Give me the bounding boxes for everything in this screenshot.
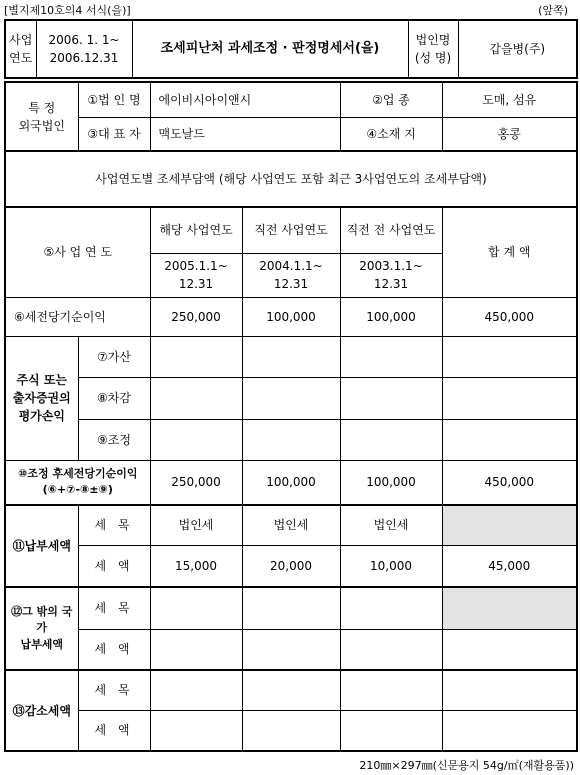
pretax-income-current: 250,000	[150, 297, 242, 336]
valuation-section-label: 주식 또는 출자증권의 평가손익	[5, 336, 78, 460]
form-number-label: [별지제10호의4 서식(을)]	[4, 4, 131, 17]
paid-tax-amount-label: 세 액	[78, 545, 150, 587]
adjust-previous	[242, 419, 340, 460]
add-label: ⑦가산	[78, 336, 150, 377]
paid-tax-item-before-previous: 법인세	[340, 505, 442, 545]
foreign-tax-amount-total	[442, 629, 577, 670]
foreign-tax-item-total	[442, 587, 577, 629]
foreign-tax-label: ⑫그 밖의 국가 납부세액	[5, 587, 78, 670]
col-previous-year: 직전 사업연도	[242, 207, 340, 253]
fiscal-year-row-label: ⑤사 업 연 도	[5, 207, 150, 297]
business-type-label: ②업 종	[340, 82, 442, 117]
foreign-tax-amount-label: 세 액	[78, 629, 150, 670]
paid-tax-item-previous: 법인세	[242, 505, 340, 545]
period-previous: 2004.1.1~ 12.31	[242, 253, 340, 297]
representative-label: ③대 표 자	[78, 117, 150, 151]
paper-spec-footer: 210㎜×297㎜(신문용지 54g/㎡(재활용품))	[359, 759, 574, 772]
deduct-total	[442, 377, 577, 419]
tax-burden-heading: 사업연도별 조세부담액 (해당 사업연도 포함 최근 3사업연도의 조세부담액)	[5, 151, 577, 207]
page-side-label: (앞쪽)	[538, 4, 568, 17]
reduced-tax-amount-before-previous	[340, 710, 442, 751]
deduct-before-previous	[340, 377, 442, 419]
adjusted-income-label: ⑩조정 후세전당기순이익 (⑥+⑦-⑧±⑨)	[5, 460, 150, 505]
period-before-previous: 2003.1.1~ 12.31	[340, 253, 442, 297]
adjusted-income-total: 450,000	[442, 460, 577, 505]
paid-tax-amount-before-previous: 10,000	[340, 545, 442, 587]
pretax-income-previous: 100,000	[242, 297, 340, 336]
adjust-label: ⑨조정	[78, 419, 150, 460]
add-total	[442, 336, 577, 377]
paid-tax-amount-current: 15,000	[150, 545, 242, 587]
reduced-tax-item-before-previous	[340, 670, 442, 710]
reduced-tax-amount-label: 세 액	[78, 710, 150, 751]
foreign-tax-item-previous	[242, 587, 340, 629]
foreign-tax-amount-previous	[242, 629, 340, 670]
paid-tax-amount-previous: 20,000	[242, 545, 340, 587]
pretax-income-label: ⑥세전당기순이익	[5, 297, 150, 336]
fiscal-year-label: 사업 연도	[5, 20, 36, 78]
pretax-income-total: 450,000	[442, 297, 577, 336]
reduced-tax-item-current	[150, 670, 242, 710]
reduced-tax-item-total	[442, 670, 577, 710]
location-label: ④소재 지	[340, 117, 442, 151]
deduct-current	[150, 377, 242, 419]
location-value: 홍콩	[442, 117, 577, 151]
period-current: 2005.1.1~ 12.31	[150, 253, 242, 297]
reduced-tax-amount-total	[442, 710, 577, 751]
reduced-tax-amount-current	[150, 710, 242, 751]
representative-value: 맥도날드	[150, 117, 340, 151]
reduced-tax-amount-previous	[242, 710, 340, 751]
reduced-tax-label: ⑬감소세액	[5, 670, 78, 751]
foreign-tax-item-label: 세 목	[78, 587, 150, 629]
foreign-tax-amount-current	[150, 629, 242, 670]
main-form-table	[4, 81, 578, 752]
corp-name-field-label: ①법 인 명	[78, 82, 150, 117]
foreign-corp-section-label: 특 정 외국법인	[5, 82, 78, 151]
reduced-tax-item-label: 세 목	[78, 670, 150, 710]
title-block	[4, 19, 578, 79]
paid-tax-label: ⑪납부세액	[5, 505, 78, 587]
corp-name-label: 법인명 (성 명)	[408, 20, 458, 78]
col-current-year: 해당 사업연도	[150, 207, 242, 253]
deduct-previous	[242, 377, 340, 419]
paid-tax-item-label: 세 목	[78, 505, 150, 545]
pretax-income-before-previous: 100,000	[340, 297, 442, 336]
adjust-total	[442, 419, 577, 460]
foreign-tax-amount-before-previous	[340, 629, 442, 670]
period-start: 2006. 1. 1~	[48, 33, 120, 47]
corp-name-value: 갑을병(주)	[458, 20, 577, 78]
adjusted-income-previous: 100,000	[242, 460, 340, 505]
col-before-previous-year: 직전 전 사업연도	[340, 207, 442, 253]
add-previous	[242, 336, 340, 377]
deduct-label: ⑧차감	[78, 377, 150, 419]
paid-tax-item-current: 법인세	[150, 505, 242, 545]
period-end: 2006.12.31	[49, 51, 119, 65]
paid-tax-item-total	[442, 505, 577, 545]
foreign-tax-item-current	[150, 587, 242, 629]
foreign-tax-item-before-previous	[340, 587, 442, 629]
form-title: 조세피난처 과세조정 · 판정명세서(을)	[132, 20, 408, 78]
business-type-value: 도매, 섬유	[442, 82, 577, 117]
adjust-current	[150, 419, 242, 460]
adjusted-income-current: 250,000	[150, 460, 242, 505]
adjust-before-previous	[340, 419, 442, 460]
reduced-tax-item-previous	[242, 670, 340, 710]
fiscal-year-period	[36, 20, 132, 78]
adjusted-income-before-previous: 100,000	[340, 460, 442, 505]
add-current	[150, 336, 242, 377]
corp-name-field-value: 에이비시아이앤시	[150, 82, 340, 117]
col-total: 합 계 액	[442, 207, 577, 297]
paid-tax-amount-total: 45,000	[442, 545, 577, 587]
add-before-previous	[340, 336, 442, 377]
